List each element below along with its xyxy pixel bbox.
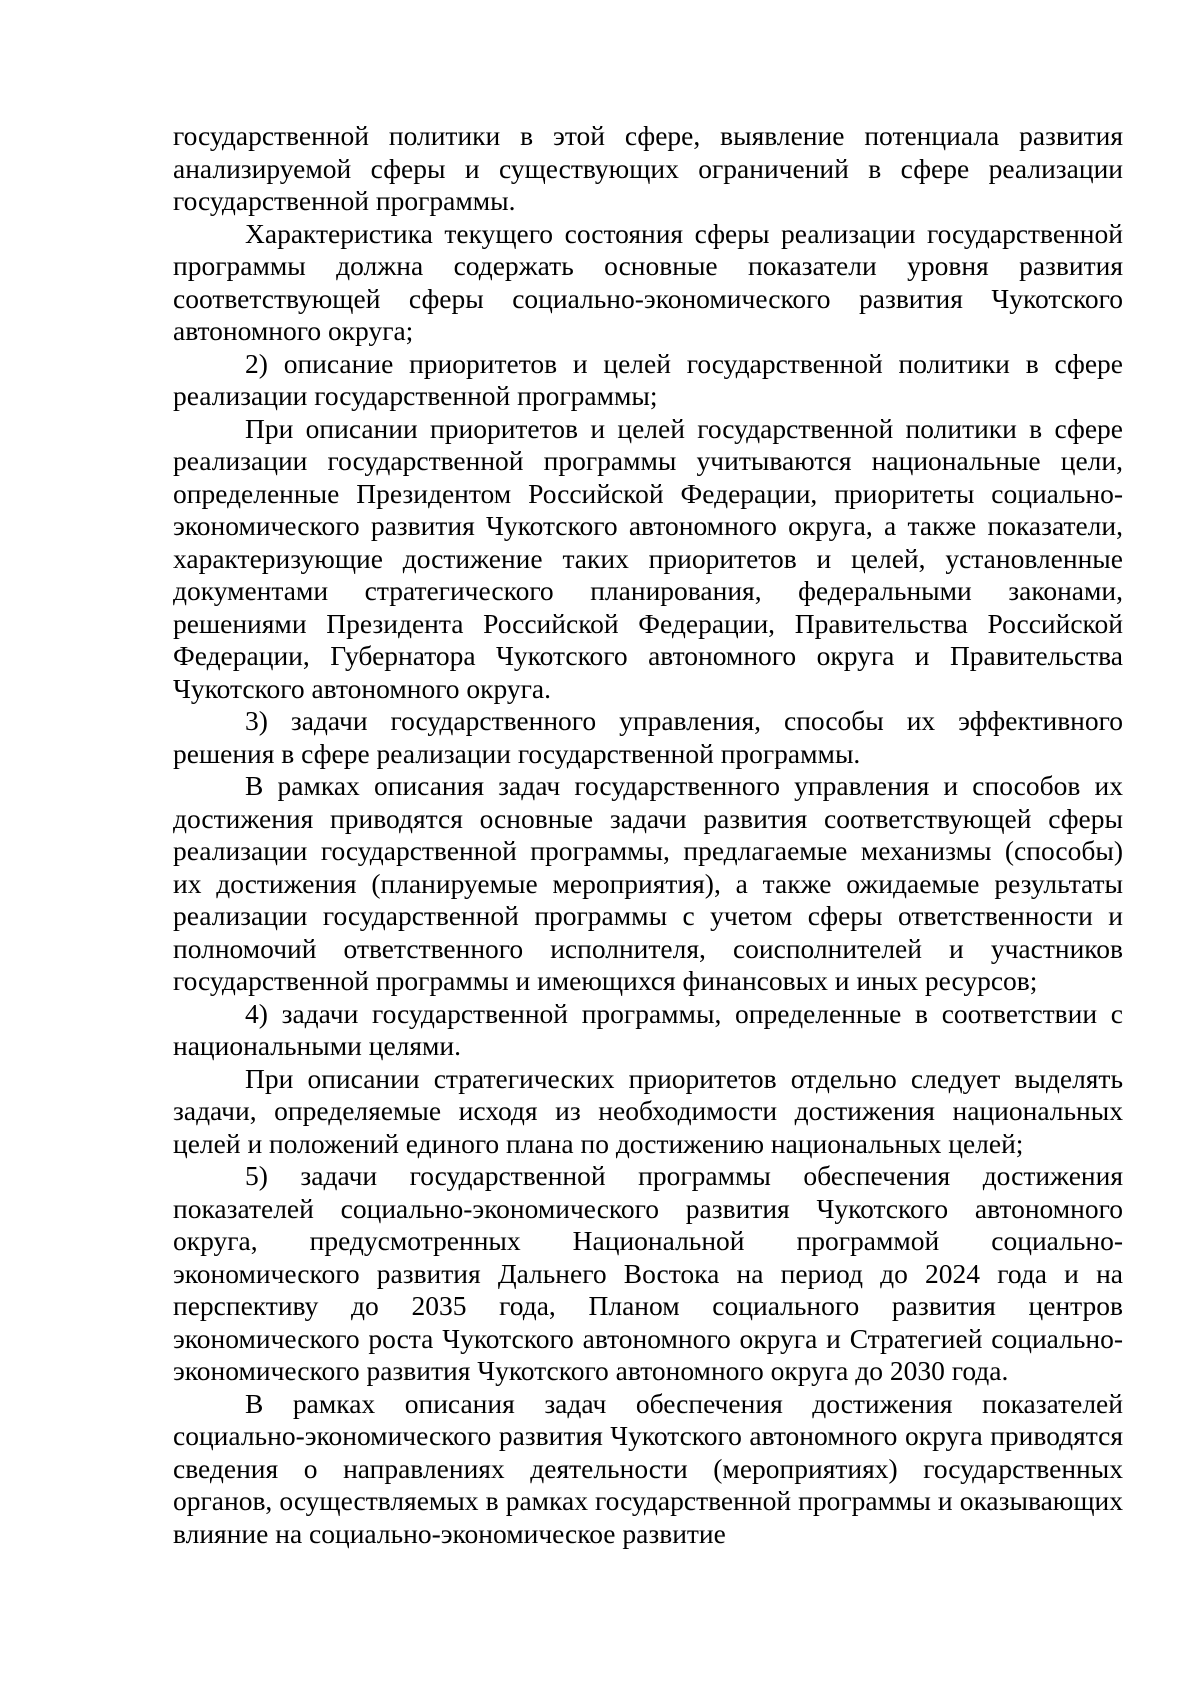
paragraph-item-4: 4) задачи государственной программы, определенные в соответствии с национальными целями. — [173, 997, 1123, 1061]
paragraph-continuation: государственной политики в этой сфере, выявление потенциала развития анализируемой сферы и существующих ограничений в сфере реализации государственной программы. — [173, 120, 1123, 216]
paragraph-item-2: 2) описание приоритетов и целей государственной политики в сфере реализации государственной программы; — [173, 347, 1123, 411]
paragraph-indicators: В рамках описания задач обеспечения достижения показателей социально-экономического развития Чукотского автономного округа приводятся сведения о направлениях деятельности (мероприятиях) государственных органов, осуществляемых в рамках государственной программы и оказывающих влияние на социально-экономическое развитие — [173, 1387, 1123, 1549]
paragraph-strategic-priorities: При описании стратегических приоритетов отдельно следует выделять задачи, определяемые исходя из необходимости достижения национальных целей и положений единого плана по достижению национальных целей; — [173, 1062, 1123, 1159]
document-body — [173, 120, 1123, 1550]
paragraph-tasks-management: В рамках описания задач государственного управления и способов их достижения приводятся основные задачи развития соответствующей сферы реализации государственной программы, предлагаемые механизмы (способы) их достижения (планируемые мероприятия), а также ожидаемые результаты реализации государственной программы с учетом сферы ответственности и полномочий ответственного исполнителя, соисполнителей и участников государственной программы и имеющихся финансовых и иных ресурсов; — [173, 770, 1123, 996]
paragraph-item-3: 3) задачи государственного управления, способы их эффективного решения в сфере реализации государственной программы. — [173, 705, 1123, 769]
paragraph-priorities: При описании приоритетов и целей государственной политики в сфере реализации государственной программы учитываются национальные цели, определенные Президентом Российской Федерации, приоритеты социально-экономического развития Чукотского автономного округа, а также показатели, характеризующие достижение таких приоритетов и целей, установленные документами стратегического планирования, федеральными законами, решениями Президента Российской Федерации, Правительства Российской Федерации, Губернатора Чукотского автономного округа и Правительства Чукотского автономного округа. — [173, 412, 1123, 704]
paragraph-item-5: 5) задачи государственной программы обеспечения достижения показателей социально-экономического развития Чукотского автономного округа, предусмотренных Национальной программой социально-экономического развития Дальнего Востока на период до 2024 года и на перспективу до 2035 года, Планом социального развития центров экономического роста Чукотского автономного округа и Стратегией социально-экономического развития Чукотского автономного округа до 2030 года. — [173, 1160, 1123, 1386]
paragraph-characteristic: Характеристика текущего состояния сферы реализации государственной программы должна содержать основные показатели уровня развития соответствующей сферы социально-экономического развития Чукотского автономного округа; — [173, 217, 1123, 346]
